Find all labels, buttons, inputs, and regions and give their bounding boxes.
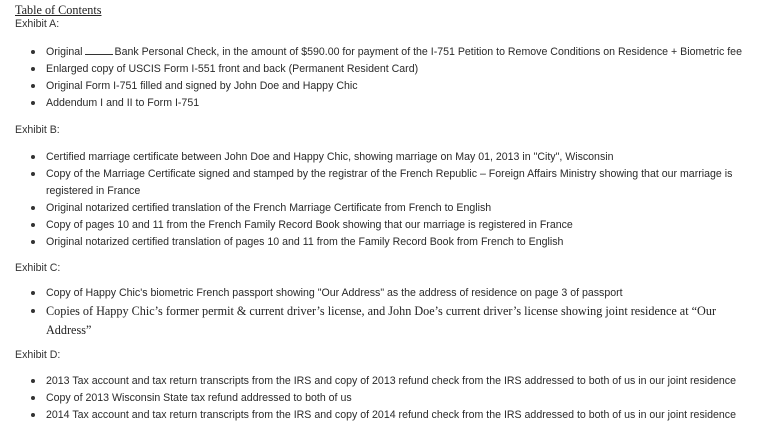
spacer	[15, 362, 760, 373]
bullet-icon	[31, 101, 35, 105]
bullet-icon	[31, 240, 35, 244]
list-item-text: 2014 Tax account and tax return transcripts from the IRS and copy of 2014 refund check from the IRS addressed to both of us in our joint residence	[46, 409, 736, 421]
list-item	[15, 373, 760, 390]
exhibit-b-heading: Exhibit B:	[15, 124, 60, 136]
blank-line	[85, 45, 113, 55]
list-item-text: Addendum I and II to Form I-751	[46, 97, 200, 109]
spacer	[15, 137, 760, 149]
list-item-text: Copy of 2013 Wisconsin State tax refund addressed to both of us	[46, 392, 352, 404]
bullet-icon	[31, 291, 35, 295]
exhibit-d-list	[15, 373, 760, 424]
list-item-text: Copy of the Marriage Certificate signed and stamped by the registrar of the French Republic – Foreign Affairs Ministry showing that our marriage is registered in France	[46, 168, 733, 197]
list-item-text-before-blank: Original	[46, 46, 83, 58]
list-item	[15, 95, 760, 112]
exhibit-a-heading: Exhibit A:	[15, 18, 60, 30]
list-item-text-after-blank: Bank Personal Check, in the amount of $590.00 for payment of the I-751 Petition to Remove Conditions on Residence + Biometric fee	[114, 46, 742, 58]
exhibit-d-heading: Exhibit D:	[15, 349, 61, 361]
exhibit-b-list	[15, 149, 760, 251]
list-item-text: Copy of Happy Chic's biometric French passport showing "Our Address" as the address of residence on page 3 of passport	[46, 287, 623, 299]
list-item-text: 2013 Tax account and tax return transcripts from the IRS and copy of 2013 refund check from the IRS addressed to both of us in our joint residence	[46, 375, 736, 387]
bullet-icon	[31, 155, 35, 159]
spacer	[15, 112, 760, 123]
list-item	[15, 166, 760, 200]
document-page	[15, 3, 760, 424]
bullet-icon	[31, 84, 35, 88]
bullet-icon	[31, 309, 35, 313]
list-item	[15, 149, 760, 166]
bullet-icon	[31, 379, 35, 383]
list-item	[15, 285, 760, 302]
spacer	[15, 251, 760, 261]
spacer	[15, 275, 760, 285]
list-item-text: Original Form I-751 filled and signed by John Doe and Happy Chic	[46, 80, 358, 92]
exhibit-c-list	[15, 285, 760, 340]
table-of-contents-title: Table of Contents	[15, 3, 102, 17]
list-item	[15, 78, 760, 95]
bullet-icon	[31, 172, 35, 176]
exhibit-c-heading: Exhibit C:	[15, 262, 61, 274]
list-item	[15, 217, 760, 234]
list-item	[15, 61, 760, 78]
bullet-icon	[31, 50, 35, 54]
list-item-text: Original notarized certified translation of the French Marriage Certificate from French to English	[46, 202, 492, 214]
bullet-icon	[31, 396, 35, 400]
exhibit-a-list	[15, 44, 760, 112]
list-item	[15, 200, 760, 217]
list-item	[15, 390, 760, 407]
list-item-text: Certified marriage certificate between John Doe and Happy Chic, showing marriage on May 01, 2013 in "City", Wisconsin	[46, 151, 614, 163]
list-item-text: Copies of Happy Chic’s former permit & current driver’s license, and John Doe’s current driver’s license showing joint residence at “Our Address”	[46, 304, 717, 337]
list-item-text: Copy of pages 10 and 11 from the French Family Record Book showing that our marriage is registered in France	[46, 219, 573, 231]
spacer	[15, 31, 760, 44]
list-item	[15, 302, 760, 340]
list-item-text: Enlarged copy of USCIS Form I-551 front and back (Permanent Resident Card)	[46, 63, 419, 75]
spacer	[15, 340, 760, 348]
list-item	[15, 234, 760, 251]
bullet-icon	[31, 413, 35, 417]
list-item-text: Original notarized certified translation of pages 10 and 11 from the Family Record Book from French to English	[46, 236, 564, 248]
list-item	[15, 407, 760, 424]
bullet-icon	[31, 223, 35, 227]
bullet-icon	[31, 67, 35, 71]
bullet-icon	[31, 206, 35, 210]
list-item	[15, 44, 760, 61]
